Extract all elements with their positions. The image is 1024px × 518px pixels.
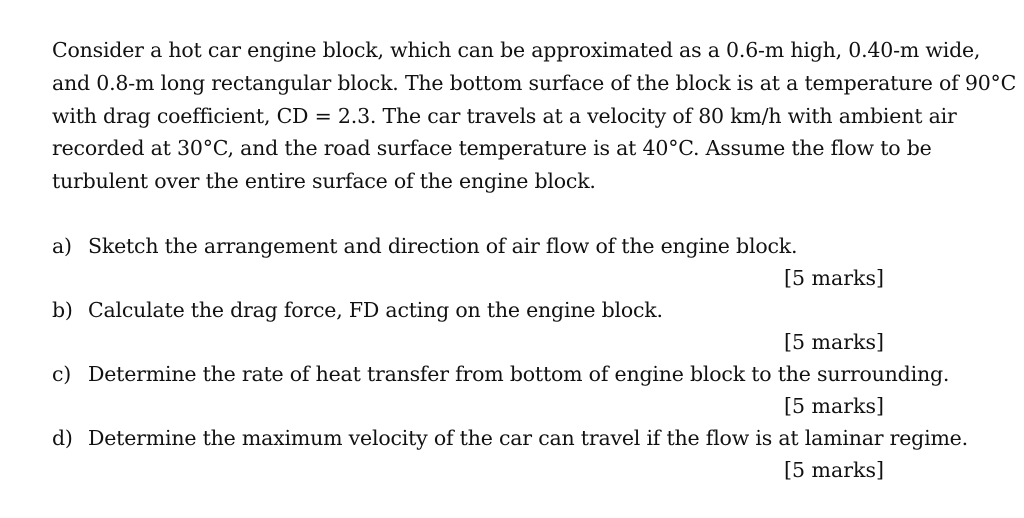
marks-d: [52, 454, 982, 486]
problem-statement: [52, 34, 1017, 198]
question-text: Determine the rate of heat transfer from bottom of engine block to the surrounding.: [88, 362, 950, 386]
intro-paragraph: [52, 34, 1017, 198]
marks-label: [5 marks]: [784, 394, 884, 418]
question-letter: c): [52, 362, 72, 386]
question-text: Sketch the arrangement and direction of air flow of the engine block.: [88, 234, 798, 258]
marks-label: [5 marks]: [784, 266, 884, 290]
intro-line: turbulent over the entire surface of the engine block.: [52, 169, 596, 194]
question-letter: b): [52, 298, 73, 322]
intro-line: with drag coefficient, CD = 2.3. The car travels at a velocity of 80 km/h with ambient air: [52, 103, 957, 128]
marks-a: [52, 262, 982, 294]
question-list: [52, 230, 982, 486]
question-text: Determine the maximum velocity of the car can travel if the flow is at laminar regime.: [88, 426, 968, 450]
question-letter: d): [52, 426, 73, 450]
question-b: [52, 294, 982, 326]
question-c: [52, 358, 982, 390]
question-a: [52, 230, 982, 262]
intro-line: Consider a hot car engine block, which can be approximated as a 0.6-m high, 0.40-m wide,: [52, 38, 981, 62]
intro-line: and 0.8-m long rectangular block. The bottom surface of the block is at a temperature of 90°C: [52, 70, 1017, 95]
intro-line: recorded at 30°C, and the road surface temperature is at 40°C. Assume the flow to be: [52, 136, 932, 161]
question-text: Calculate the drag force, FD acting on the engine block.: [88, 298, 663, 322]
question-letter: a): [52, 234, 72, 258]
marks-label: [5 marks]: [784, 330, 884, 354]
marks-label: [5 marks]: [784, 458, 884, 482]
question-d: [52, 422, 982, 454]
marks-c: [52, 390, 982, 422]
marks-b: [52, 326, 982, 358]
